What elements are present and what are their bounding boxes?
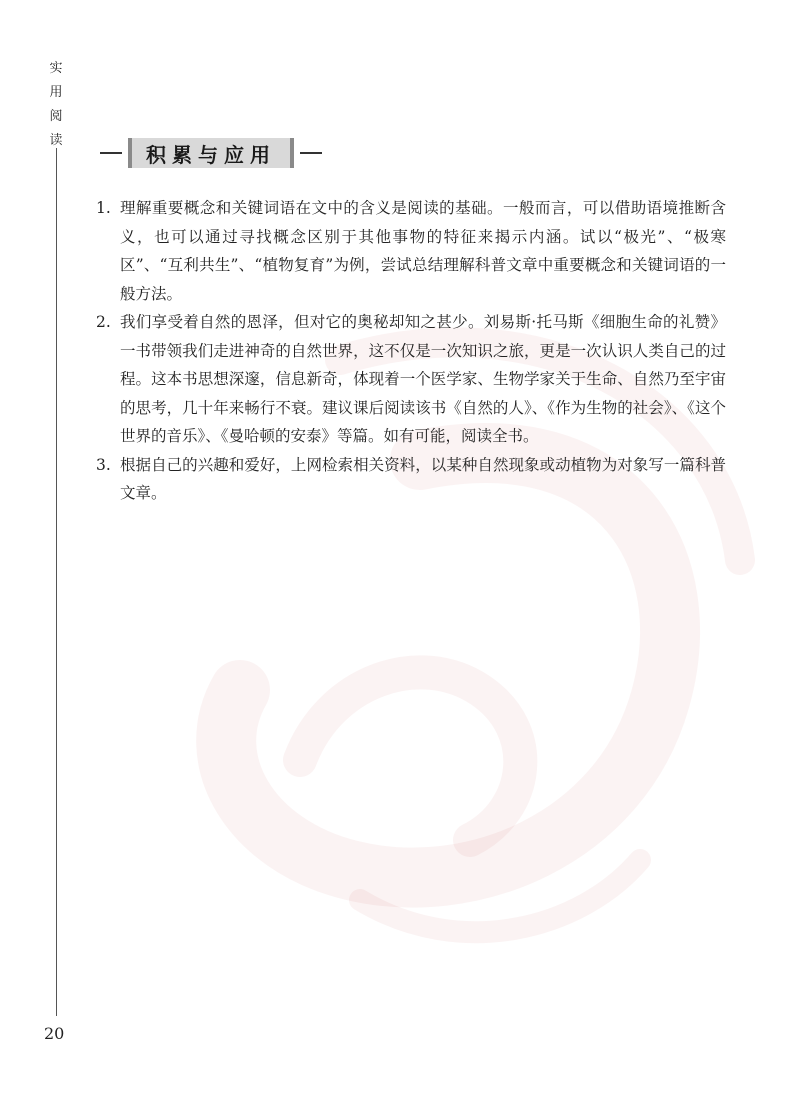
section-heading-label: 积累与应用 (128, 138, 294, 168)
running-head-char: 实 (49, 61, 63, 76)
exercise-number: 1. (96, 199, 111, 217)
exercise-list (96, 194, 726, 508)
running-head-char: 阅 (49, 109, 63, 124)
section-heading (100, 136, 322, 170)
page-number: 20 (44, 1024, 65, 1043)
exercise-number: 2. (96, 313, 111, 331)
exercise-text: 根据自己的兴趣和爱好，上网检索相关资料，以某种自然现象或动植物为对象写一篇科普文章。 (120, 455, 726, 502)
running-head-char: 读 (49, 133, 63, 148)
exercise-item (96, 451, 726, 508)
exercise-text: 理解重要概念和关键词语在文中的含义是阅读的基础。一般而言，可以借助语境推断含义，也可以通过寻找概念区别于其他事物的特征来揭示内涵。试以“极光”、“极寒区”、“互利共生”、“植物复育”为例，尝试总结理解科普文章中重要概念和关键词语的一般方法。 (120, 199, 726, 303)
heading-right-dash (300, 152, 322, 154)
exercise-item (96, 308, 726, 451)
exercise-text: 我们享受着自然的恩泽，但对它的奥秘却知之甚少。刘易斯·托马斯《细胞生命的礼赞》一书带领我们走进神奇的自然世界，这不仅是一次知识之旅，更是一次认识人类自己的过程。这本书思想深邃，信息新奇，体现着一个医学家、生物学家关于生命、自然乃至宇宙的思考，几十年来畅行不衰。建议课后阅读该书《自然的人》、《作为生物的社会》、《这个世界的音乐》、《曼哈顿的安泰》等篇。如有可能，阅读全书。 (120, 313, 726, 445)
exercise-number: 3. (96, 455, 111, 474)
exercise-item (96, 194, 726, 308)
running-head (44, 60, 68, 150)
running-head-char: 用 (49, 85, 63, 100)
margin-rule (56, 148, 57, 1016)
heading-left-dash (100, 152, 122, 154)
